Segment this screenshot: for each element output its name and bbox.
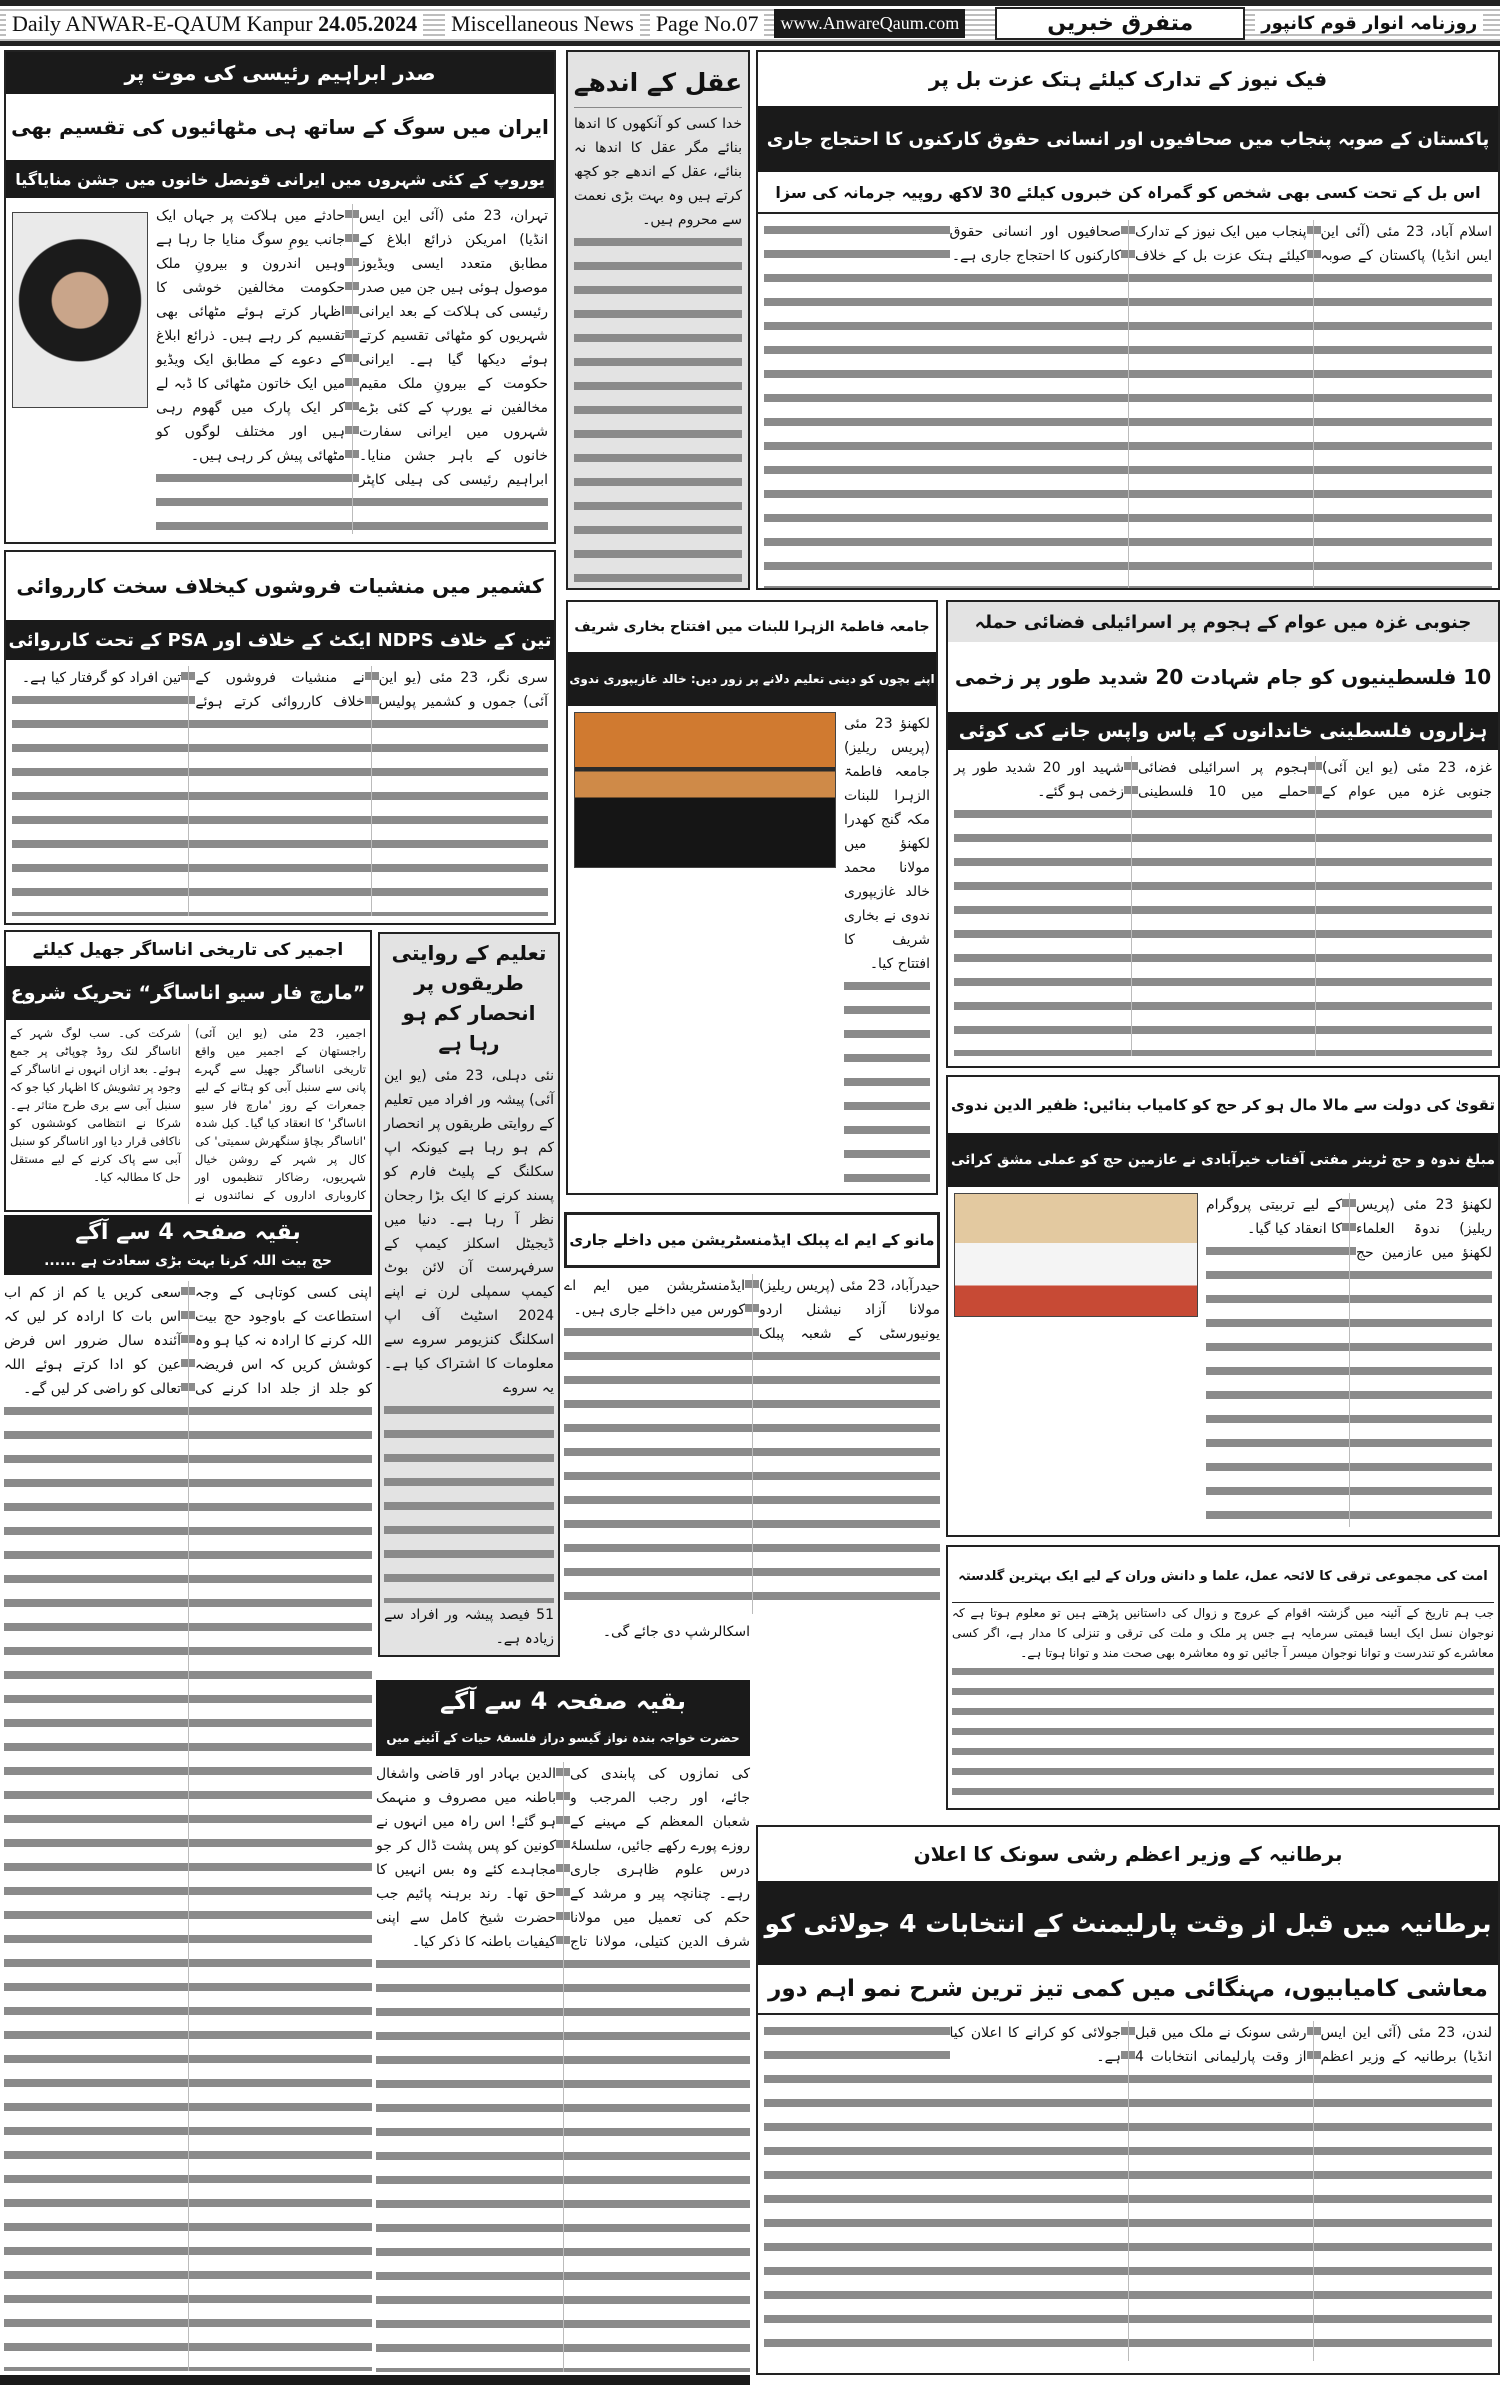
website-link[interactable]: www.AnwareQaum.com bbox=[774, 9, 965, 38]
britain-body: لندن، 23 مئی (آئی این ایس انڈیا) برطانیہ کے وزیر اعظم رشی سونک نے ملک میں قبل از وقت پارلیمانی انتخابات 4 جولائی کو کرانے کا اعلان کیا ہے۔ bbox=[950, 2021, 1493, 2069]
page-number: Page No.07 bbox=[650, 11, 765, 37]
baqiya2-title: بقیہ صفحہ 4 سے آگے bbox=[440, 1687, 687, 1715]
article-ummat bbox=[946, 1545, 1500, 1810]
iran-subheadline: یوروپ کے کئی شہروں میں ایرانی قونصل خانوں میں جشن منایاگیا bbox=[6, 160, 554, 198]
baqiya-haj-body: اپنی کسی کوتاہی کے وجہ استطاعت کے باوجود حج بیت اللہ کرنے کا ارادہ نہ کیا ہو وہ کوشش کریں کہ اس فریضہ کو جلد از جلد ادا کرنے کی سعی کریں یا کم از کم اب اس بات کا ارادہ کر لیں کہ آئندہ سال ضرور اس فرض عین کو ادا کرتے ہوئے اللہ تعالی کو راضی کر لیں گے۔ bbox=[4, 1281, 372, 1401]
baqiya2-subtitle: حضرت خواجہ بندہ نواز گیسو دراز فلسفۂ حیات کے آئینے میں bbox=[386, 1731, 740, 1745]
manu-ending: اسکالرشپ دی جائے گی۔ bbox=[602, 1624, 750, 1640]
article-kashmir bbox=[4, 550, 556, 925]
haj-body: لکھنؤ 23 مئی (پریس ریلیز) ندوۃ العلماء لکھنؤ میں عازمین حج کے لیے تربیتی پروگرام کا انعقاد کیا گیا۔ bbox=[1206, 1193, 1492, 1265]
bottom-rule bbox=[0, 2375, 750, 2385]
issue-date: 24.05.2024 bbox=[318, 10, 418, 36]
iran-kicker: صدر ابراہیم رئیسی کی موت پر bbox=[6, 52, 554, 94]
britain-subheadline: معاشی کامیابیوں، مہنگائی میں کمی تیز ترین شرح نمو اہم دور bbox=[758, 1965, 1498, 2015]
article-aql-ke-andhe bbox=[566, 50, 750, 590]
article-manu bbox=[564, 1212, 940, 1647]
iran-headline: ایران میں سوگ کے ساتھ ہی مٹھائیوں کی تقسیم بھی bbox=[6, 94, 554, 160]
ummat-headline: امت کی مجموعی ترقی کا لائحہ عمل، علما و دانش وران کے لیے ایک بہترین گلدستہ bbox=[952, 1551, 1494, 1603]
gaza-subheadline: ہزاروں فلسطینی خاندانوں کے پاس واپس جانے کی کوئی bbox=[948, 712, 1498, 750]
haj-photo bbox=[954, 1193, 1198, 1317]
ummat-body: جب ہم تاریخ کے آئینہ میں گزشتہ اقوام کے عروج و زوال کی داستانیں پڑھتے ہیں تو معلوم ہوتا ہے کہ نوجوان نسل ایک ایسا قیمتی سرمایہ ہے جس پر ملک و ملت کی ترقی و تنزلی کا مدار ہے، اگر کسی معاشرے کو تندرست و توانا نوجوان میسر آ جائیں تو وہ معاشرہ بھی صحت مند و توانا ہوتا ہے۔ bbox=[952, 1603, 1494, 1663]
jamia-headline: جامعہ فاطمۃ الزہرا للبنات میں افتتاح بخاری شریف bbox=[568, 602, 936, 652]
section-en: Miscellaneous News bbox=[445, 11, 640, 37]
pakistan-body: اسلام آباد، 23 مئی (آئی این ایس انڈیا) پاکستان کے صوبہ پنجاب میں ایک نیوز کے تدارک کیلئے ہتک عزت بل کے خلاف صحافیوں اور انسانی حقوق کارکنوں کا احتجاج جاری ہے۔ bbox=[950, 220, 1493, 268]
article-education bbox=[378, 932, 560, 1657]
pakistan-subheadline: اس بل کے تحت کسی بھی شخص کو گمراہ کن خبروں کیلئے 30 لاکھ روپیہ جرمانہ کی سزا bbox=[758, 172, 1498, 214]
iran-body: تہران، 23 مئی (آئی این ایس انڈیا) امریکن ذرائع ابلاغ کے مطابق متعدد ایسی ویڈیوز موصول ہوئی ہیں جن میں صدر رئیسی کی ہلاکت کے بعد ایرانی شہریوں کو مٹھائی تقسیم کرتے ہوئے دیکھا گیا ہے۔ ایرانی حکومت کے بیرونِ ملک مقیم مخالفین نے یورپ کے کئی بڑے شہروں میں ایرانی سفارت خانوں کے باہر جشن منایا۔ ابراہیم رئیسی کی ہیلی کاپٹر حادثے میں ہلاکت پر جہاں ایک جانب یومِ سوگ منایا جا رہا ہے وہیں اندرون و بیرونِ ملک حکومت مخالفین خوشی کا اظہار کرتے ہوئے مٹھائی بھی تقسیم کر رہے ہیں۔ ذرائع ابلاغ کے دعوے کے مطابق ایک ویڈیو میں ایک خاتون مٹھائی کا ڈبہ لے کر ایک پارک میں گھوم رہی ہیں اور مختلف لوگوں کو مٹھائی پیش کر رہی ہیں۔ bbox=[156, 204, 548, 492]
aql-title: عقل کے اندھے bbox=[574, 58, 742, 108]
haj-headline: تقویٰ کی دولت سے مالا مال ہو کر حج کو کامیاب بنائیں: ظفیر الدین ندوی bbox=[948, 1077, 1498, 1133]
education-ending: 51 فیصد پیشہ ور افراد سے زیادہ ہے۔ bbox=[384, 1603, 554, 1651]
aql-body: خدا کسی کو آنکھوں کا اندھا بنائے مگر عقل کا اندھا نہ بنائے، عقل کے اندھے جو کچھ کرتے ہیں وہ بہت بڑی نعمت سے محروم ہیں۔ bbox=[574, 112, 742, 232]
event-photo bbox=[574, 712, 836, 868]
ajmer-headline: ”مارچ فار سیو اناساگر“ تحریک شروع bbox=[6, 966, 370, 1020]
article-baqiya-haj bbox=[4, 1215, 372, 2375]
gaza-headline: 10 فلسطینیوں کو جام شہادت 20 شدید طور پر زخمی bbox=[948, 642, 1498, 712]
kashmir-subheadline: تین کے خلاف NDPS ایکٹ کے خلاف اور PSA کے تحت کارروائی bbox=[6, 620, 554, 660]
english-title bbox=[6, 11, 423, 37]
jamia-subheadline: اپنے بچوں کو دینی تعلیم دلانے پر زور دیں: خالد غازیپوری ندوی bbox=[568, 652, 936, 706]
britain-headline: برطانیہ میں قبل از وقت پارلیمنٹ کے انتخابات 4 جولائی کو bbox=[758, 1881, 1498, 1965]
baqiya-subtitle: حج بیت اللہ کرنا بہت بڑی سعادت ہے ...... bbox=[44, 1253, 332, 1269]
gaza-body: غزہ، 23 مئی (یو این آئی) جنوبی غزہ میں عوام کے ہجوم پر اسرائیلی فضائی حملے میں 10 فلسطینی شہید اور 20 شدید طور پر زخمی ہو گئے۔ bbox=[954, 756, 1492, 804]
masthead-bar bbox=[0, 0, 1500, 46]
article-haj-training bbox=[946, 1075, 1500, 1537]
ajmer-kicker: اجمیر کی تاریخی اناساگر جھیل کیلئے bbox=[6, 932, 370, 966]
article-iran bbox=[4, 50, 556, 544]
article-britain bbox=[756, 1825, 1500, 2375]
kashmir-body: سری نگر، 23 مئی (یو این آئی) جموں و کشمیر پولیس نے منشیات فروشوں کے خلاف کارروائی کرتے ہوئے تین افراد کو گرفتار کیا ہے۔ bbox=[12, 666, 548, 714]
gaza-kicker: جنوبی غزہ میں عوام کے ہجوم پر اسرائیلی فضائی حملہ bbox=[948, 602, 1498, 642]
kashmir-headline: کشمیر میں منشیات فروشوں کیخلاف سخت کارروائی bbox=[6, 552, 554, 620]
section-ur: متفرق خبریں bbox=[995, 7, 1245, 40]
article-jamia-fatima bbox=[566, 600, 938, 1195]
pakistan-kicker: فیک نیوز کے تدارک کیلئے ہتک عزت بل پر bbox=[758, 52, 1498, 106]
article-ajmer bbox=[4, 930, 372, 1212]
britain-kicker: برطانیہ کے وزیر اعظم رشی سونک کا اعلان bbox=[758, 1827, 1498, 1881]
manu-body: حیدرآباد، 23 مئی (پریس ریلیز) مولانا آزاد نیشنل اردو یونیورسٹی کے شعبہ پبلک ایڈمنسٹریشن میں ایم اے کورس میں داخلے جاری ہیں۔ bbox=[564, 1274, 940, 1346]
paper-name: Daily ANWAR-E-QAUM Kanpur bbox=[12, 10, 313, 36]
manu-headline: مانو کے ایم اے پبلک ایڈمنسٹریشن میں داخلے جاری bbox=[564, 1212, 940, 1268]
education-headline: تعلیم کے روایتی طریقوں پر انحصار کم ہو رہا ہے bbox=[391, 941, 547, 1055]
article-gaza bbox=[946, 600, 1500, 1068]
education-body: نئی دہلی، 23 مئی (یو این آئی) پیشہ ور افراد میں تعلیم کے روایتی طریقوں پر انحصار کم ہو رہا ہے کیونکہ اپ سکلنگ کے پلیٹ فارم کو پسند کرنے کا ایک بڑا رجحان نظر آ رہا ہے۔ دنیا میں ڈیجیٹل اسکلز کیمپ کے سرفہرست آن لائن بوٹ کیمپ سمپلی لرن نے اپنے 2024 اسٹیٹ آف اپ اسکلنگ کنزیومر سروے سے معلومات کا اشتراک کیا ہے۔ یہ سروے bbox=[384, 1064, 554, 1400]
masthead-ur: روزنامہ انوار قوم کانپور bbox=[1255, 13, 1483, 34]
baqiya-khwaja-body: کی نمازوں کی پابندی کی جائے، اور رجب المرجب و شعبان المعظم کے مہینے کے روزے پورے رکھے جائیں، سلسلۂ درس علوم ظاہری جاری رہے۔ چنانچہ پیر و مرشد کے حکم کی تعمیل میں مولانا شرف الدین کتیلی، مولانا تاج الدین بہادر اور قاضی واشغال باطنہ میں مصروف و منہمک ہو گئے! اس راہ میں انہوں نے کونین کو پس پشت ڈال کر جو مجاہدے کئے وہ بس انہیں کا حق تھا۔ رند برہنہ پائیم جب حضرت شیخ کامل سے اپنی کیفیات باطنہ کا ذکر کیا۔ bbox=[376, 1762, 750, 1954]
baqiya-title: بقیہ صفحہ 4 سے آگے bbox=[75, 1219, 301, 1245]
pakistan-headline: پاکستان کے صوبہ پنجاب میں صحافیوں اور انسانی حقوق کارکنوں کا احتجاج جاری bbox=[758, 106, 1498, 172]
haj-subheadline: مبلغ ندوہ و حج ٹرینر مفتی آفتاب خیرآبادی نے عازمین حج کو عملی مشق کرائی bbox=[948, 1133, 1498, 1187]
jamia-body: لکھنؤ 23 مئی (پریس ریلیز) جامعہ فاطمۃ الزہرا للبنات مکہ گنج کھدرا لکھنؤ میں مولانا محمد خالد غازیپوری ندوی نے بخاری شریف کا افتتاح کیا۔ bbox=[844, 712, 930, 976]
raisi-photo bbox=[12, 212, 148, 408]
article-pakistan bbox=[756, 50, 1500, 590]
article-baqiya-khwaja bbox=[376, 1680, 750, 2375]
ajmer-body: اجمیر، 23 مئی (یو این آئی) راجستھان کے اجمیر میں واقع تاریخی اناساگر جھیل سے گہرے پانی سے سنبل آبی کو ہٹانے کے لیے جمعرات کے روز 'مارچ فار سیو اناساگر' کا انعقاد کیا گیا۔ کیل شدہ 'اناساگر بچاؤ سنگھرش سمیتی' کی کال پر شہر کے روشن خیال شہریوں، رضاکار تنظیموں اور کاروباری اداروں کے نمائندوں نے شرکت کی۔ سب لوگ شہر کے اناساگر لنک روڈ چوپاٹی پر جمع ہوئے۔ بعد ازاں انہوں نے اناساگر کے وجود پر تشویش کا اظہار کیا جو کہ سنبل آبی سے بری طرح متاثر ہے۔ شرکا نے انتظامی کوششوں کو ناکافی قرار دیا اور اناساگر کو سنبل آبی سے پاک کرنے کے لیے مستقل حل کا مطالبہ کیا۔ bbox=[10, 1026, 366, 1202]
